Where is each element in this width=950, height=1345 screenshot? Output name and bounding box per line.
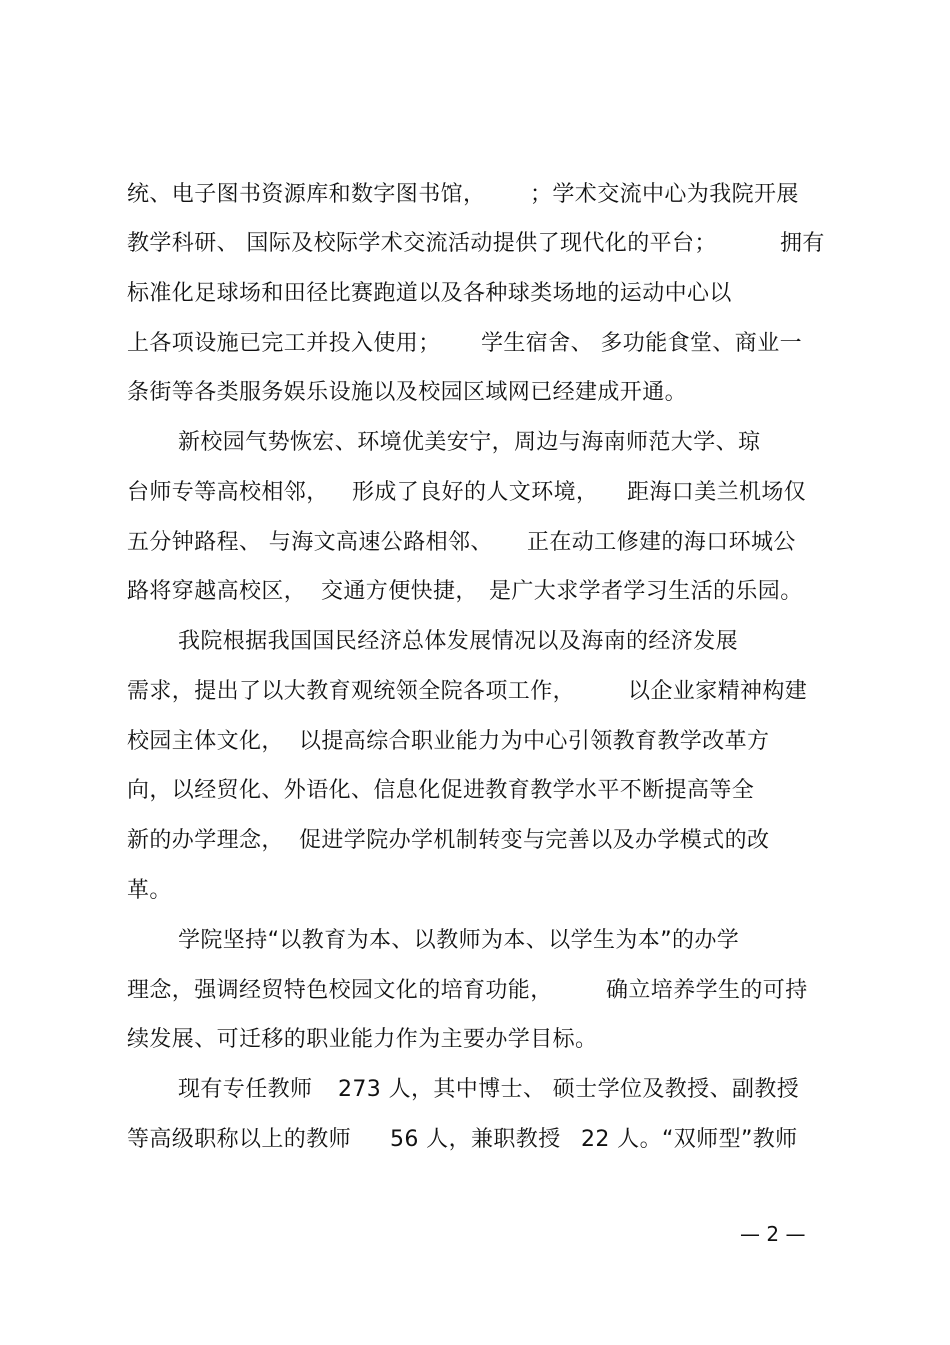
- text-line: [0, 473, 950, 513]
- text-segment: 拥有: [780, 231, 825, 256]
- text-segment: 以提高综合职业能力为中心引领教育教学改革方: [299, 729, 770, 754]
- text-line: [0, 523, 950, 563]
- text-segment: 向，以经贸化、外语化、信息化促进教育教学水平不断提高等全: [127, 778, 755, 803]
- text-segment: 上各项设施已完工并投入使用；: [127, 331, 441, 356]
- text-segment: 确立培养学生的可持: [606, 978, 808, 1003]
- text-line: [0, 1070, 950, 1110]
- text-line: [0, 771, 950, 811]
- text-line: [0, 175, 950, 215]
- text-segment: 以企业家精神构建: [628, 679, 808, 704]
- text-segment: 交通方便快捷，: [321, 579, 478, 604]
- text-segment: 正在动工修建的海口环城公: [527, 530, 796, 555]
- text-line: [0, 1120, 950, 1160]
- text-segment: 273 人，其中博士、 硕士学位及教授、副教授: [338, 1077, 800, 1102]
- text-line: [0, 672, 950, 712]
- text-segment: 台师专等高校相邻，: [127, 480, 329, 505]
- text-segment: 新校园气势恢宏、环境优美安宁，周边与海南师范大学、琼: [178, 430, 761, 455]
- text-line: [0, 921, 950, 961]
- text-segment: 续发展、可迁移的职业能力作为主要办学目标。: [127, 1027, 598, 1052]
- page-number: — 2 —: [740, 1222, 806, 1246]
- text-segment: 统、电子图书资源库和数字图书馆，: [127, 182, 486, 207]
- text-segment: 学生宿舍、 多功能食堂、商业一: [481, 331, 802, 356]
- text-segment: ；学术交流中心为我院开展: [530, 182, 799, 207]
- text-segment: 56 人，兼职教授: [390, 1127, 561, 1152]
- text-segment: 新的办学理念，: [127, 828, 284, 853]
- text-line: [0, 871, 950, 911]
- text-segment: 学院坚持“以教育为本、以教师为本、以学生为本”的办学: [178, 928, 740, 953]
- text-line: [0, 722, 950, 762]
- text-segment: 教学科研、 国际及校际学术交流活动提供了现代化的平台；: [127, 231, 717, 256]
- text-segment: 我院根据我国国民经济总体发展情况以及海南的经济发展: [178, 629, 739, 654]
- text-line: [0, 572, 950, 612]
- text-line: [0, 324, 950, 364]
- text-segment: 需求，提出了以大教育观统领全院各项工作，: [127, 679, 576, 704]
- text-line: [0, 1020, 950, 1060]
- text-segment: 校园主体文化，: [127, 729, 284, 754]
- text-segment: 理念，强调经贸特色校园文化的培育功能，: [127, 978, 553, 1003]
- text-segment: 五分钟路程、 与海文高速公路相邻、: [127, 530, 493, 555]
- text-segment: 促进学院办学机制转变与完善以及办学模式的改: [299, 828, 770, 853]
- text-segment: 条街等各类服务娱乐设施以及校园区域网已经建成开通。: [127, 380, 688, 405]
- text-segment: 形成了良好的人文环境，: [352, 480, 599, 505]
- text-segment: 革。: [127, 878, 172, 903]
- text-line: [0, 821, 950, 861]
- text-line: [0, 971, 950, 1011]
- text-line: [0, 373, 950, 413]
- text-line: [0, 224, 950, 264]
- text-segment: 距海口美兰机场仅: [627, 480, 807, 505]
- text-segment: 标准化足球场和田径比赛跑道以及各种球类场地的运动中心以: [127, 281, 732, 306]
- text-segment: 是广大求学者学习生活的乐园。: [489, 579, 803, 604]
- text-segment: 路将穿越高校区，: [127, 579, 307, 604]
- text-segment: 等高级职称以上的教师: [127, 1127, 352, 1152]
- text-line: [0, 423, 950, 463]
- text-line: [0, 622, 950, 662]
- text-segment: 现有专任教师: [178, 1077, 313, 1102]
- text-segment: 22 人。“双师型”教师: [581, 1127, 798, 1152]
- text-line: [0, 274, 950, 314]
